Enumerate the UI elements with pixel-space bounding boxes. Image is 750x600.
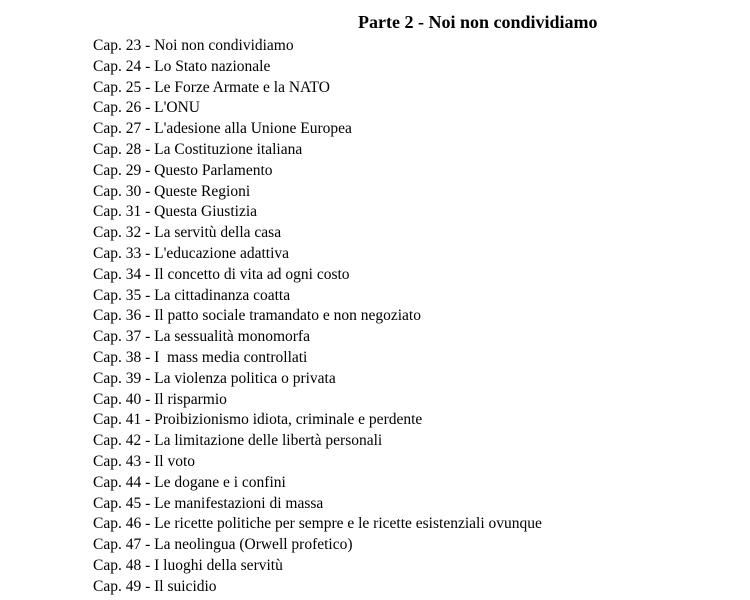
chapter-item: Cap. 34 - Il concetto di vita ad ogni costo xyxy=(93,265,350,283)
chapter-item: Cap. 23 - Noi non condividiamo xyxy=(93,37,294,54)
chapter-item: Cap. 33 - L'educazione adattiva xyxy=(93,244,290,262)
chapter-item: Cap. 40 - Il risparmio xyxy=(93,390,227,408)
chapter-item: Cap. 42 - La limitazione delle libertà personali xyxy=(93,432,383,450)
chapter-item: Cap. 46 - Le ricette politiche per sempre e le ricette esistenziali ovunque xyxy=(93,515,542,533)
chapter-item: Cap. 30 - Queste Regioni xyxy=(93,182,251,200)
chapter-item: Cap. 31 - Questa Giustizia xyxy=(93,203,258,221)
chapter-item: Cap. 27 - L'adesione alla Unione Europea xyxy=(93,120,352,138)
chapter-list xyxy=(93,36,542,598)
chapter-item: Cap. 26 - L'ONU xyxy=(93,99,200,117)
chapter-item: Cap. 28 - La Costituzione italiana xyxy=(93,140,303,158)
chapter-item: Cap. 24 - Lo Stato nazionale xyxy=(93,57,271,75)
chapter-item: Cap. 38 - I mass media controllati xyxy=(93,348,308,366)
chapter-item: Cap. 36 - Il patto sociale tramandato e non negoziato xyxy=(93,307,421,325)
chapter-item: Cap. 29 - Questo Parlamento xyxy=(93,161,273,179)
chapter-item: Cap. 25 - Le Forze Armate e la NATO xyxy=(93,78,330,96)
chapter-item: Cap. 37 - La sessualità monomorfa xyxy=(93,328,310,346)
chapter-item: Cap. 39 - La violenza politica o privata xyxy=(93,369,336,387)
page-title: Parte 2 - Noi non condividiamo xyxy=(358,12,598,32)
chapter-item: Cap. 41 - Proibizionismo idiota, criminale e perdente xyxy=(93,411,423,429)
chapter-item: Cap. 48 - I luoghi della servitù xyxy=(93,556,283,574)
chapter-item: Cap. 47 - La neolingua (Orwell profetico) xyxy=(93,536,353,554)
chapter-item: Cap. 44 - Le dogane e i confini xyxy=(93,473,286,491)
chapter-item: Cap. 35 - La cittadinanza coatta xyxy=(93,286,291,304)
chapter-item: Cap. 49 - Il suicidio xyxy=(93,577,217,595)
chapter-item: Cap. 45 - Le manifestazioni di massa xyxy=(93,494,324,512)
chapter-item: Cap. 32 - La servitù della casa xyxy=(93,224,282,242)
chapter-item: Cap. 43 - Il voto xyxy=(93,452,196,470)
